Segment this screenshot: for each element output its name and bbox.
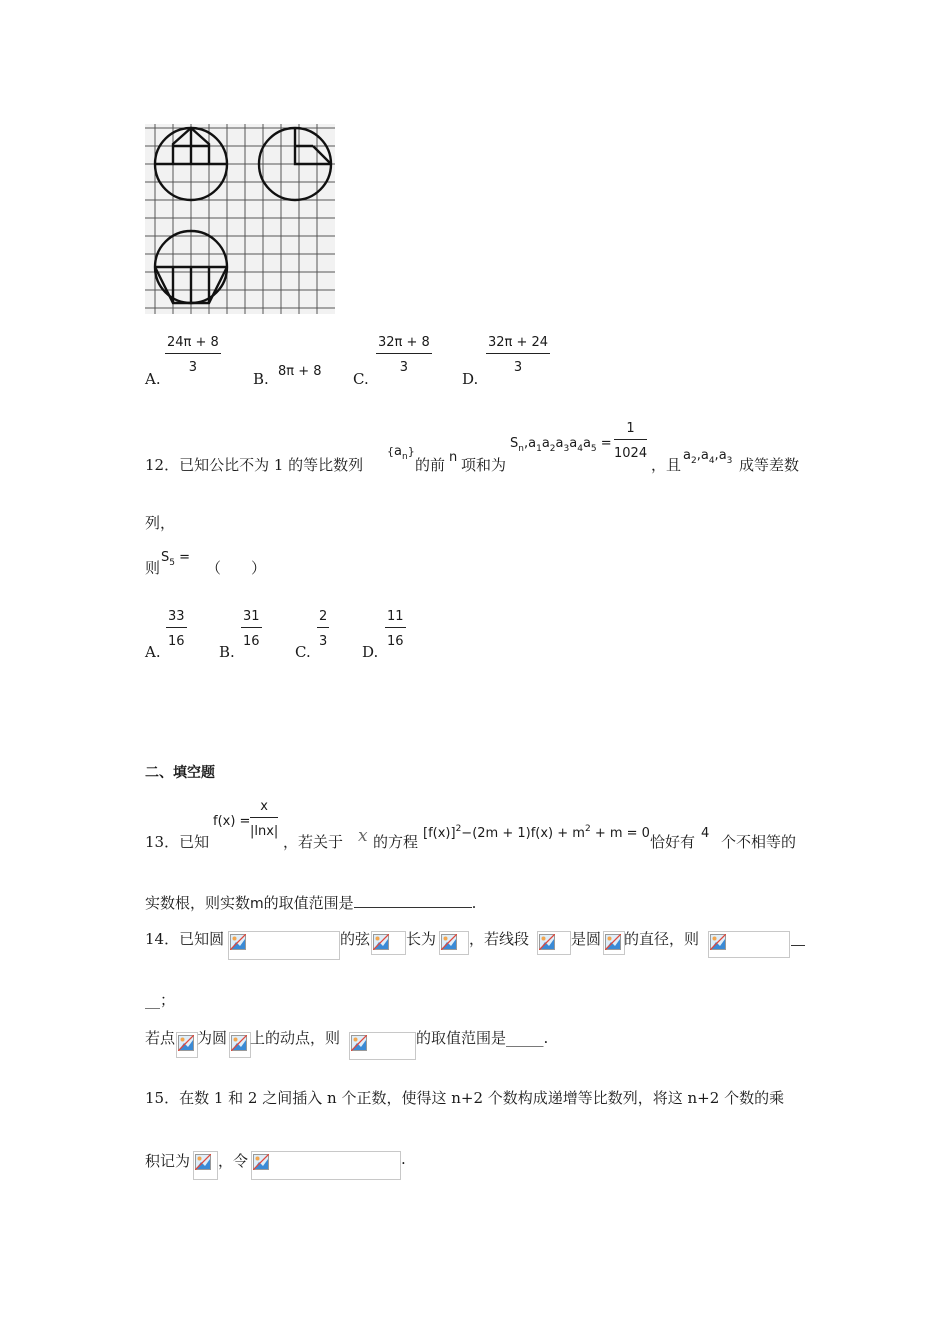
broken-image-icon	[253, 1154, 269, 1170]
q14-circle-equation-image	[228, 931, 340, 960]
q14-t3: ，若线段	[469, 930, 530, 948]
q12-terms: $a_2,a_4,a_3$	[683, 448, 733, 466]
q14-segment-image	[537, 931, 571, 955]
q14-t1: 的弦	[340, 930, 371, 948]
q11-option-a-letter: A.	[145, 370, 161, 388]
q12-option-c-letter: C.	[295, 643, 311, 661]
q12-product-fraction: $\frac{1}{1024}$	[614, 421, 648, 461]
q13-f-lhs: f(x) =	[213, 814, 251, 829]
q14-t2: 长为	[406, 930, 437, 948]
q14-length-image	[439, 931, 469, 955]
q15-definition-image	[251, 1151, 401, 1180]
q12-option-b: $\frac{31}{16}$	[243, 609, 260, 649]
q14-line3a: 若点	[145, 1029, 176, 1047]
q11-option-c: $\frac{32\pi + 8}{3}$	[378, 335, 430, 375]
q15-product-image	[193, 1151, 218, 1180]
q12-option-a-letter: A.	[145, 643, 161, 661]
q12-n: n	[449, 450, 458, 465]
q12-then: 则	[145, 559, 161, 577]
broken-image-icon	[195, 1154, 211, 1170]
q15-line2a: 积记为	[145, 1152, 191, 1170]
q12-mid2: 项和为	[461, 456, 507, 474]
q12-mid1: 的前	[415, 456, 446, 474]
three-view-figure	[145, 124, 335, 314]
q13-line2: 实数根，则实数m的取值范围是 .	[145, 894, 477, 912]
q12-and: ，且	[651, 456, 682, 474]
q14-line2: __；	[145, 991, 176, 1009]
broken-image-icon	[605, 934, 621, 950]
section-title: 二、填空题	[145, 765, 215, 781]
q15-line1: 15．在数 1 和 2 之间插入 n 个正数，使得这 n+2 个数构成递增等比数列，将这 n+2 个数的乘	[145, 1089, 785, 1107]
q12-lead: 12．已知公比不为 1 的等比数列	[145, 456, 364, 474]
broken-image-icon	[373, 934, 389, 950]
q11-option-a: $\frac{24\pi + 8}{3}$	[167, 335, 219, 375]
broken-image-icon	[351, 1035, 367, 1051]
q13-tail: 个不相等的	[721, 833, 797, 851]
q14-dot-product-image	[708, 931, 790, 958]
q12-option-b-letter: B.	[219, 643, 235, 661]
q12-answer-paren: （ ）	[206, 559, 267, 577]
q12-option-c: $\frac{2}{3}$	[319, 609, 328, 649]
q13-mid3: 恰好有	[650, 833, 696, 851]
broken-image-icon	[539, 934, 555, 950]
q14-t4: 是圆	[571, 930, 602, 948]
q14-chord-image	[371, 931, 406, 955]
q13-x: x	[358, 826, 368, 846]
q14-point-image	[176, 1032, 198, 1058]
broken-image-icon	[230, 934, 246, 950]
q12-s5: $S_5$ =	[161, 550, 191, 568]
q12-product-expr: $S_n,a_1a_2a_3a_4a_5$ =	[510, 436, 612, 454]
q11-option-b-letter: B.	[253, 370, 269, 388]
broken-image-icon	[231, 1035, 247, 1051]
broken-image-icon	[441, 934, 457, 950]
q15-end: .	[401, 1150, 406, 1168]
q11-option-b: 8π + 8	[278, 364, 322, 379]
q13-f-fraction: $\frac{x}{|\ln x|}$	[250, 799, 279, 839]
q14-line3d: 的取值范围是_____.	[416, 1029, 549, 1047]
q13-four: 4	[701, 826, 710, 841]
q13-mid2: 的方程	[373, 833, 419, 851]
q12-sequence: $\{a_n\}$	[387, 444, 415, 462]
q11-option-c-letter: C.	[353, 370, 369, 388]
q11-option-d-letter: D.	[462, 370, 479, 388]
q14-lead: 14．已知圆	[145, 930, 225, 948]
q14-expr-image	[349, 1032, 416, 1060]
q12-option-d: $\frac{11}{16}$	[387, 609, 404, 649]
q11-option-d: $\frac{32\pi + 24}{3}$	[488, 335, 549, 375]
q14-circle3-image	[229, 1032, 251, 1058]
q13-mid: ，若关于	[283, 833, 344, 851]
q13-answer-blank[interactable]	[354, 893, 472, 908]
q14-line3c: 上的动点，则	[250, 1029, 341, 1047]
q13-lead: 13．已知	[145, 833, 210, 851]
q12-option-a: $\frac{33}{16}$	[168, 609, 185, 649]
q13-equation: $[f(x)]^2-(2m + 1)f(x) + m^2 + m = 0$	[423, 824, 650, 841]
q14-answer-blank[interactable]: _____	[506, 1029, 544, 1047]
q15-line2b: ，令	[218, 1152, 249, 1170]
q14-t5: 的直径，则	[624, 930, 700, 948]
broken-image-icon	[178, 1035, 194, 1051]
q14-line3b: 为圆	[197, 1029, 228, 1047]
q14-answer-blank-start[interactable]	[791, 945, 805, 946]
q14-circle2-image	[603, 931, 625, 955]
q12-option-d-letter: D.	[362, 643, 379, 661]
broken-image-icon	[710, 934, 726, 950]
q12-tail: 成等差数	[739, 456, 800, 474]
q12-line2: 列，	[145, 514, 176, 532]
